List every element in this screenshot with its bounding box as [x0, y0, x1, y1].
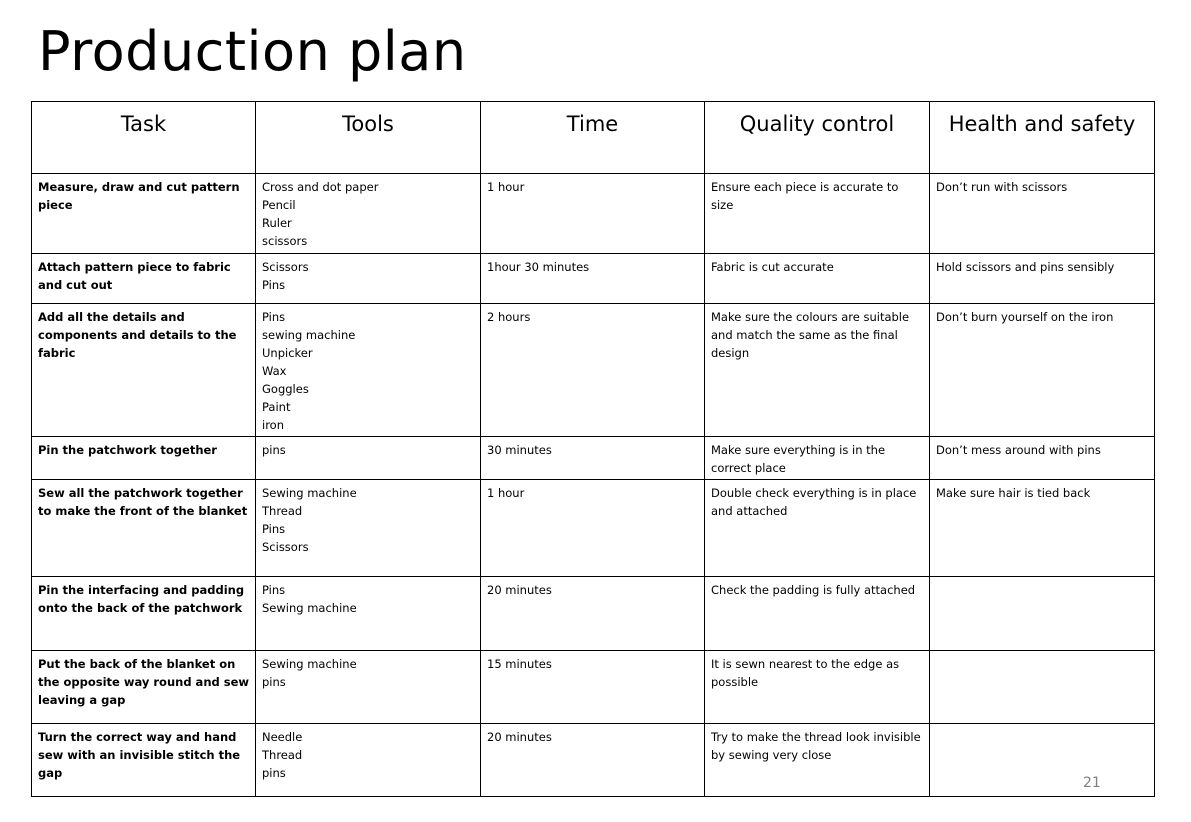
- quality-control-cell: Fabric is cut accurate: [705, 254, 930, 304]
- table-row: [32, 480, 1155, 577]
- column-header-time: Time: [481, 102, 705, 174]
- tools-cell: [256, 724, 481, 797]
- tool-item: Pins: [262, 278, 286, 292]
- column-header-tools: Tools: [256, 102, 481, 174]
- time-cell: 15 minutes: [481, 651, 705, 724]
- time-cell: 20 minutes: [481, 724, 705, 797]
- time-cell: 1 hour: [481, 174, 705, 254]
- time-cell: 2 hours: [481, 304, 705, 437]
- production-plan-table: [31, 101, 1155, 797]
- health-and-safety-cell: Don’t burn yourself on the iron: [930, 304, 1155, 437]
- time-cell: 30 minutes: [481, 437, 705, 480]
- table-row: [32, 724, 1155, 797]
- column-header-health-and-safety: Health and safety: [930, 102, 1155, 174]
- tool-item: Pins: [262, 583, 286, 597]
- health-and-safety-cell: Don’t mess around with pins: [930, 437, 1155, 480]
- tool-item: Pins: [262, 522, 286, 536]
- task-cell: Measure, draw and cut pattern piece: [32, 174, 256, 254]
- quality-control-cell: Try to make the thread look invisible by sewing very close: [705, 724, 930, 797]
- tools-cell: [256, 254, 481, 304]
- tool-item: scissors: [262, 234, 308, 248]
- tool-item: Thread: [262, 748, 303, 762]
- task-cell: Add all the details and components and details to the fabric: [32, 304, 256, 437]
- tool-item: Pins: [262, 310, 286, 324]
- tool-item: Scissors: [262, 260, 309, 274]
- time-cell: 1 hour: [481, 480, 705, 577]
- health-and-safety-cell: Make sure hair is tied back: [930, 480, 1155, 577]
- health-and-safety-cell: [930, 651, 1155, 724]
- tool-item: Ruler: [262, 216, 292, 230]
- tool-item: Paint: [262, 400, 291, 414]
- tool-item: Unpicker: [262, 346, 313, 360]
- tools-cell: [256, 651, 481, 724]
- tool-item: sewing machine: [262, 328, 356, 342]
- quality-control-cell: Double check everything is in place and attached: [705, 480, 930, 577]
- quality-control-cell: Make sure the colours are suitable and match the same as the final design: [705, 304, 930, 437]
- task-cell: Sew all the patchwork together to make the front of the blanket: [32, 480, 256, 577]
- task-cell: Put the back of the blanket on the opposite way round and sew leaving a gap: [32, 651, 256, 724]
- tool-item: Wax: [262, 364, 287, 378]
- tools-cell: [256, 174, 481, 254]
- quality-control-cell: Ensure each piece is accurate to size: [705, 174, 930, 254]
- tool-item: iron: [262, 418, 284, 432]
- table-row: [32, 437, 1155, 480]
- table-row: [32, 577, 1155, 651]
- tools-cell: [256, 480, 481, 577]
- tool-item: Sewing machine: [262, 486, 357, 500]
- table-row: [32, 651, 1155, 724]
- health-and-safety-cell: [930, 724, 1155, 797]
- table-row: [32, 174, 1155, 254]
- health-and-safety-cell: Don’t run with scissors: [930, 174, 1155, 254]
- tool-item: Sewing machine: [262, 657, 357, 671]
- tool-item: Pencil: [262, 198, 296, 212]
- health-and-safety-cell: [930, 577, 1155, 651]
- header-row: [32, 102, 1155, 174]
- tool-item: Sewing machine: [262, 601, 357, 615]
- tool-item: Thread: [262, 504, 303, 518]
- time-cell: 20 minutes: [481, 577, 705, 651]
- quality-control-cell: Check the padding is fully attached: [705, 577, 930, 651]
- health-and-safety-cell: Hold scissors and pins sensibly: [930, 254, 1155, 304]
- task-cell: Turn the correct way and hand sew with an invisible stitch the gap: [32, 724, 256, 797]
- tool-item: pins: [262, 675, 286, 689]
- tool-item: pins: [262, 443, 286, 457]
- table-row: [32, 254, 1155, 304]
- quality-control-cell: Make sure everything is in the correct place: [705, 437, 930, 480]
- tool-item: Scissors: [262, 540, 309, 554]
- tool-item: pins: [262, 766, 286, 780]
- quality-control-cell: It is sewn nearest to the edge as possible: [705, 651, 930, 724]
- column-header-task: Task: [32, 102, 256, 174]
- tools-cell: [256, 304, 481, 437]
- page-number: 21: [1083, 775, 1101, 791]
- task-cell: Attach pattern piece to fabric and cut out: [32, 254, 256, 304]
- tool-item: Goggles: [262, 382, 309, 396]
- tools-cell: [256, 437, 481, 480]
- table-row: [32, 304, 1155, 437]
- column-header-quality-control: Quality control: [705, 102, 930, 174]
- time-cell: 1hour 30 minutes: [481, 254, 705, 304]
- tools-cell: [256, 577, 481, 651]
- task-cell: Pin the interfacing and padding onto the back of the patchwork: [32, 577, 256, 651]
- tool-item: Cross and dot paper: [262, 180, 379, 194]
- tool-item: Needle: [262, 730, 303, 744]
- task-cell: Pin the patchwork together: [32, 437, 256, 480]
- page-title: Production plan: [38, 20, 467, 83]
